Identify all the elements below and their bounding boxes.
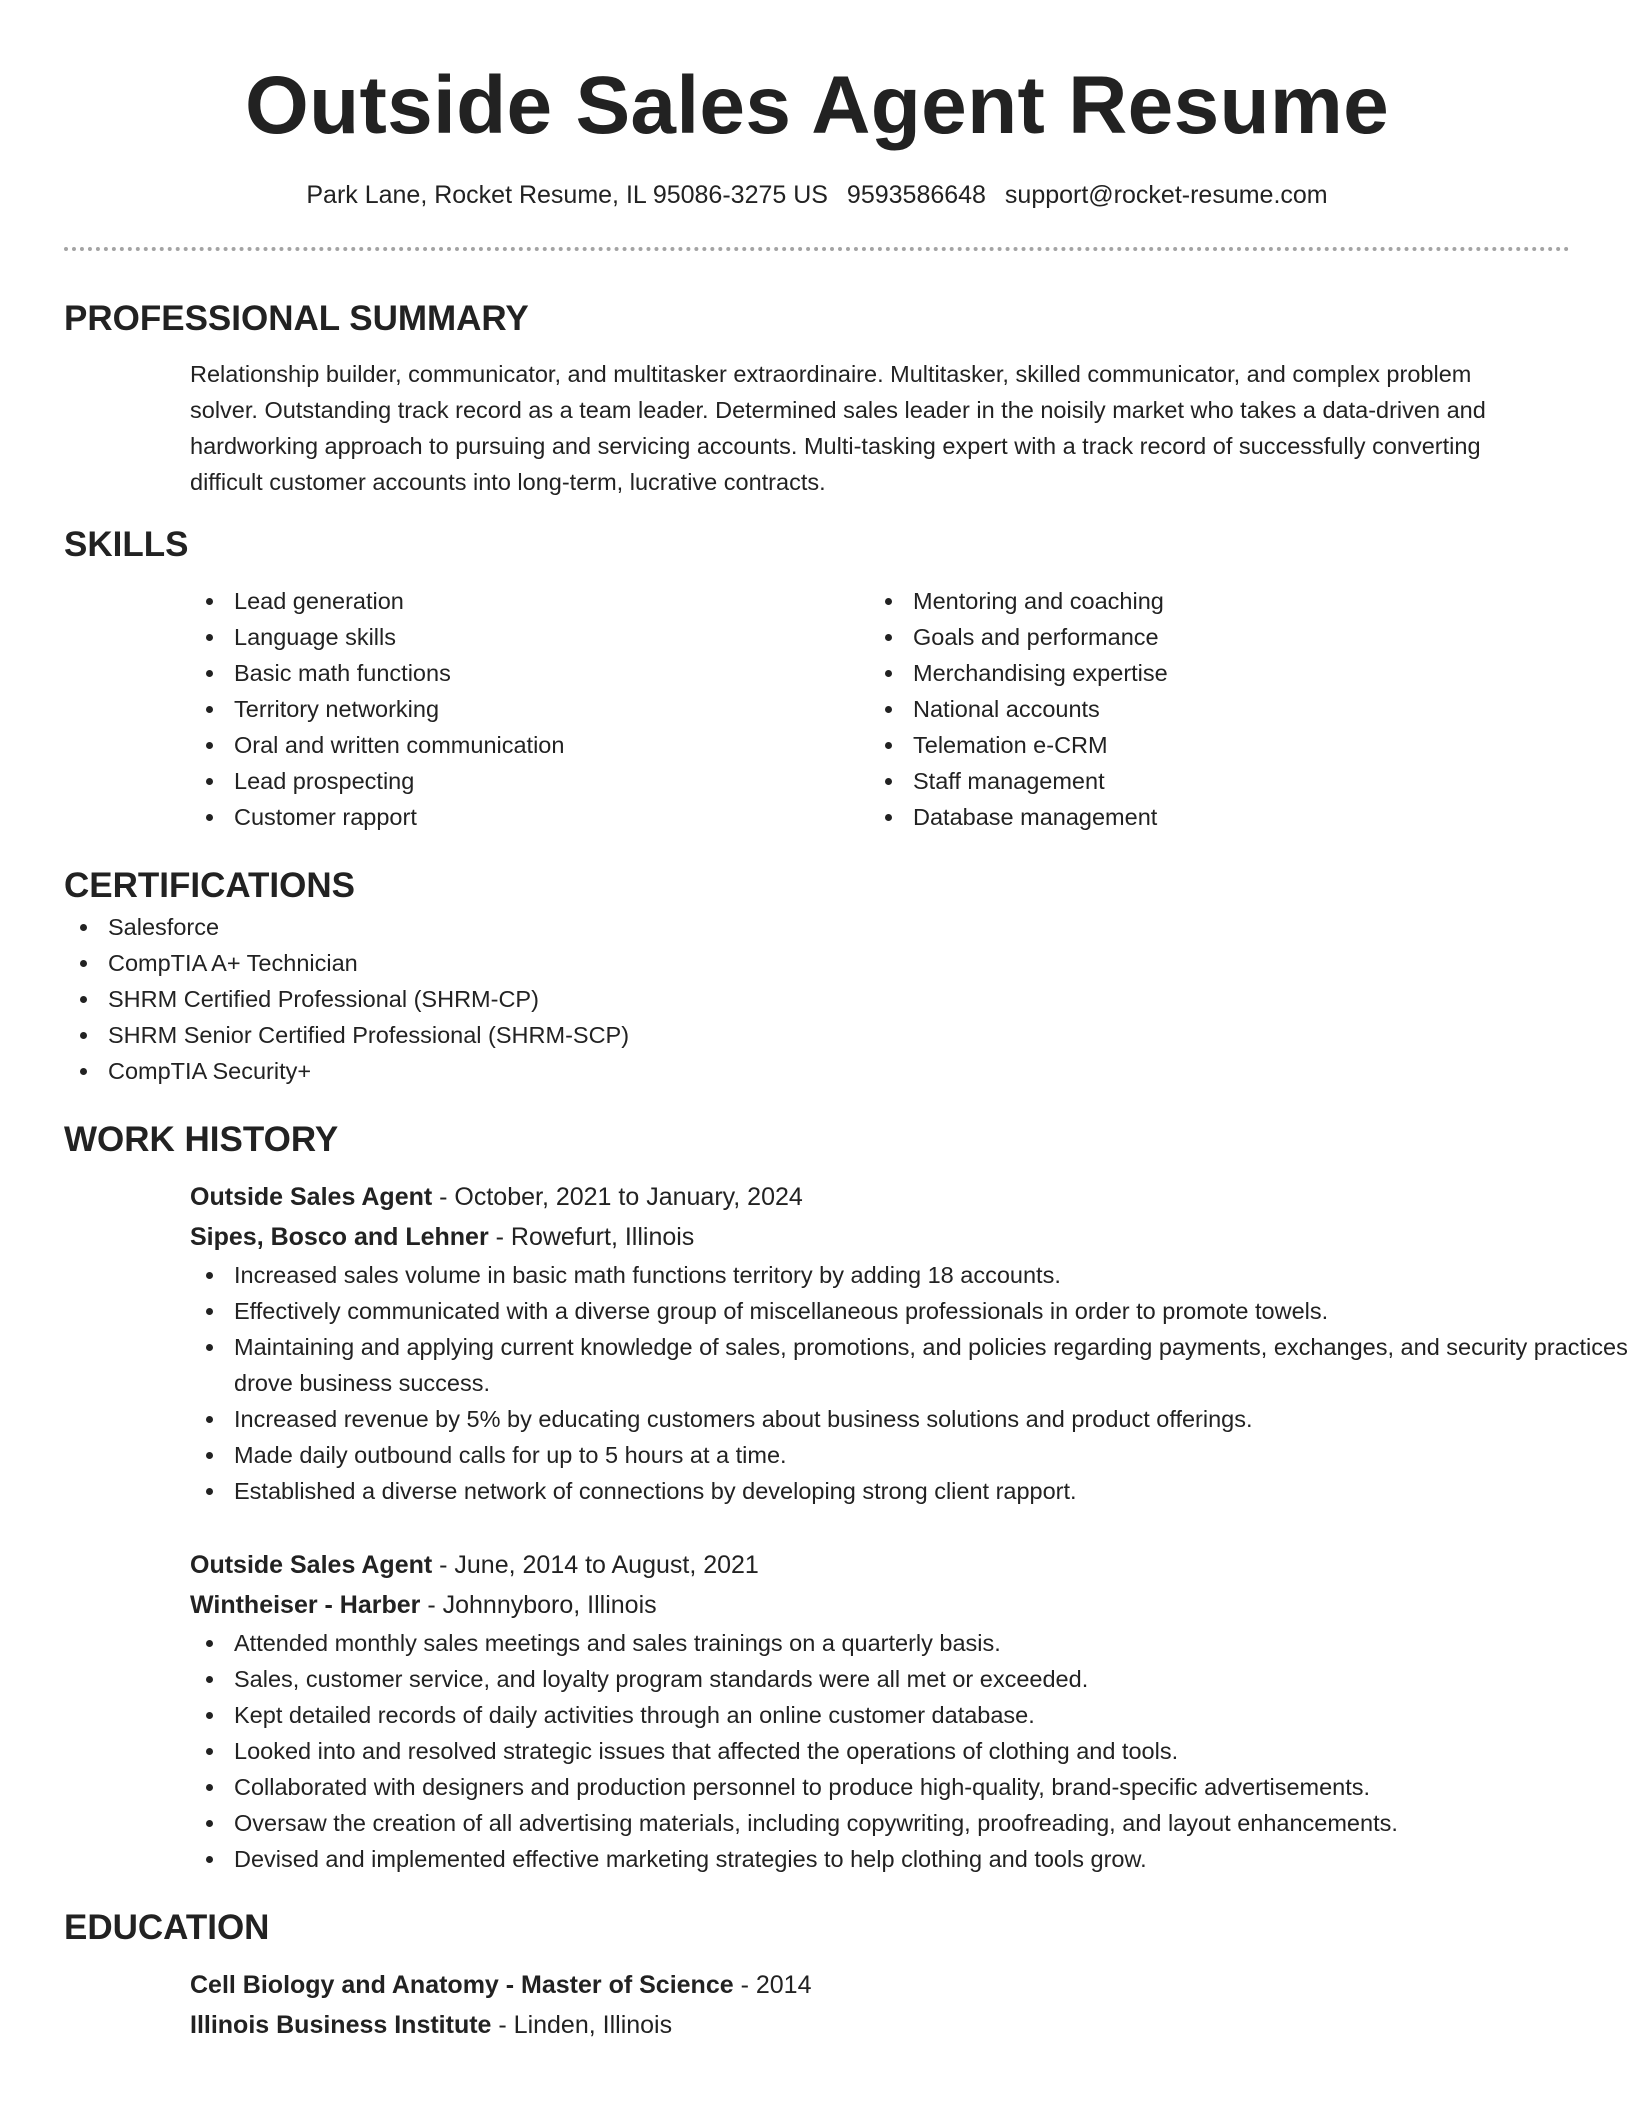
job-company-line — [190, 1217, 1570, 1257]
list-item: Maintaining and applying current knowledge of sales, promotions, and policies regarding payments, exchanges, and security practices drove business success. — [190, 1329, 1630, 1401]
list-item: Sales, customer service, and loyalty program standards were all met or exceeded. — [190, 1661, 1630, 1697]
list-item: Lead prospecting — [190, 763, 869, 799]
job-entry — [64, 1177, 1628, 1509]
list-item: Language skills — [190, 619, 869, 655]
list-item: Goals and performance — [869, 619, 1548, 655]
certifications-list — [64, 909, 1570, 1089]
list-item: SHRM Senior Certified Professional (SHRM-SCP) — [64, 1017, 1570, 1053]
job-company: Sipes, Bosco and Lehner — [190, 1223, 489, 1251]
education-entry — [64, 1965, 1570, 2045]
list-item: Database management — [869, 799, 1548, 835]
degree-year: - 2014 — [733, 1971, 812, 1999]
job-title: Outside Sales Agent — [190, 1183, 433, 1211]
contact-line — [64, 178, 1570, 212]
list-item: Collaborated with designers and production personnel to produce high-quality, brand-specific advertisements. — [190, 1769, 1630, 1805]
list-item: Lead generation — [190, 583, 869, 619]
work-history-section — [64, 1117, 1628, 1877]
job-duties-list — [190, 1257, 1628, 1509]
list-item: Oversaw the creation of all advertising materials, including copywriting, proofreading, and layout enhancements. — [190, 1805, 1630, 1841]
school: Illinois Business Institute — [190, 2011, 492, 2039]
skills-heading: SKILLS — [64, 525, 189, 564]
degree-line — [190, 1965, 1570, 2005]
work-history-heading: WORK HISTORY — [64, 1120, 339, 1159]
list-item: Territory networking — [190, 691, 869, 727]
list-item: Staff management — [869, 763, 1548, 799]
list-item: Attended monthly sales meetings and sales trainings on a quarterly basis. — [190, 1625, 1630, 1661]
list-item: Salesforce — [64, 909, 1570, 945]
list-item: CompTIA A+ Technician — [64, 945, 1570, 981]
list-item: Effectively communicated with a diverse group of miscellaneous professionals in order to promote towels. — [190, 1293, 1630, 1329]
job-company-line — [190, 1585, 1570, 1625]
job-dates: - October, 2021 to January, 2024 — [432, 1183, 803, 1211]
list-item: CompTIA Security+ — [64, 1053, 1570, 1089]
list-item: Increased sales volume in basic math functions territory by adding 18 accounts. — [190, 1257, 1630, 1293]
summary-heading: PROFESSIONAL SUMMARY — [64, 299, 529, 338]
list-item: Looked into and resolved strategic issues that affected the operations of clothing and tools. — [190, 1733, 1630, 1769]
resume-page — [64, 0, 1628, 2045]
education-section — [64, 1905, 1570, 2045]
list-item: Increased revenue by 5% by educating customers about business solutions and product offerings. — [190, 1401, 1630, 1437]
contact-phone: 9593586648 — [846, 181, 986, 209]
list-item: National accounts — [869, 691, 1548, 727]
list-item: Devised and implemented effective marketing strategies to help clothing and tools grow. — [190, 1841, 1630, 1877]
list-item: Established a diverse network of connections by developing strong client rapport. — [190, 1473, 1630, 1509]
education-heading: EDUCATION — [64, 1908, 270, 1947]
list-item: Merchandising expertise — [869, 655, 1548, 691]
job-title-line — [190, 1545, 1570, 1585]
job-duties-list — [190, 1625, 1570, 1877]
job-entry — [64, 1545, 1570, 1877]
skills-left-list — [190, 583, 869, 835]
job-company: Wintheiser - Harber — [190, 1591, 421, 1619]
contact-email: support@rocket-resume.com — [1004, 181, 1328, 209]
list-item: Basic math functions — [190, 655, 869, 691]
contact-address: Park Lane, Rocket Resume, IL 95086-3275 US — [306, 181, 828, 209]
job-location: - Johnnyboro, Illinois — [420, 1591, 657, 1619]
skills-section — [64, 522, 1570, 835]
skills-right-list — [869, 583, 1548, 835]
list-item: Made daily outbound calls for up to 5 hours at a time. — [190, 1437, 1630, 1473]
school-location: - Linden, Illinois — [491, 2011, 673, 2039]
list-item: Customer rapport — [190, 799, 869, 835]
school-line — [190, 2005, 1570, 2045]
job-title-line — [190, 1177, 1570, 1217]
certifications-heading: CERTIFICATIONS — [64, 866, 356, 905]
list-item: Kept detailed records of daily activities through an online customer database. — [190, 1697, 1630, 1733]
list-item: Oral and written communication — [190, 727, 869, 763]
list-item: SHRM Certified Professional (SHRM-CP) — [64, 981, 1570, 1017]
list-item: Mentoring and coaching — [869, 583, 1548, 619]
resume-title: Outside Sales Agent Resume — [245, 60, 1389, 151]
list-item: Telemation e-CRM — [869, 727, 1548, 763]
certifications-section — [64, 863, 1570, 1089]
degree: Cell Biology and Anatomy - Master of Science — [190, 1971, 734, 1999]
job-dates: - June, 2014 to August, 2021 — [432, 1551, 759, 1579]
job-title: Outside Sales Agent — [190, 1551, 433, 1579]
header-divider — [64, 247, 1570, 251]
summary-text: Relationship builder, communicator, and multitasker extraordinaire. Multitasker, skilled communicator, and complex problem solver. Outstanding track record as a team leader. Determined sales leader in the noisily market who takes a data-driven and hardworking approach to pursuing and servicing accounts. Multi-tasking expert with a track record of successfully converting difficult customer accounts into long-term, lucrative contracts. — [190, 361, 1486, 495]
skills-grid — [64, 583, 1570, 835]
summary-section — [64, 296, 1570, 500]
job-location: - Rowefurt, Illinois — [488, 1223, 695, 1251]
